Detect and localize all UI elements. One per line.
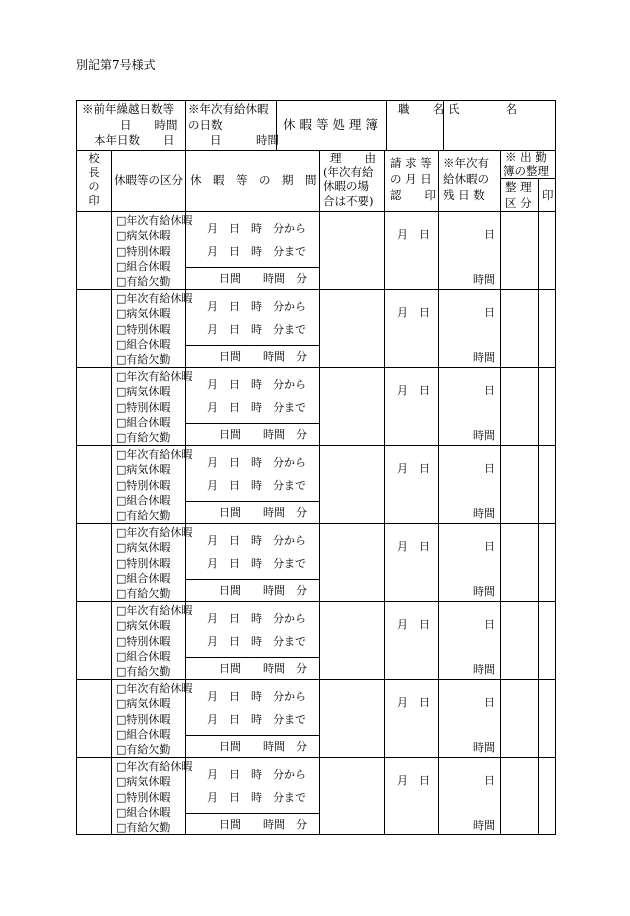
leave-category-option: □年次有給休暇 <box>116 370 193 383</box>
ledger-title: 休 暇 等 処 理 簿 <box>283 117 378 132</box>
request-date: 月 日 <box>397 696 430 709</box>
leave-category-option: □年次有給休暇 <box>116 292 193 305</box>
remaining-days: 日 <box>484 462 495 475</box>
category-header: 休暇等の区分 <box>114 173 183 187</box>
leave-category-option: □組合休暇 <box>116 338 171 351</box>
reason-header-4: 合は不要) <box>323 194 374 208</box>
leave-category-option: □有給欠勤 <box>116 353 171 366</box>
period-from: 月 日 時 分から <box>207 534 306 547</box>
request-header-2: の 月 日 <box>390 172 432 186</box>
leave-category-option: □特別休暇 <box>116 791 171 804</box>
reason-header-3: 休暇の場 <box>323 179 369 193</box>
remaining-days: 日 <box>484 618 495 631</box>
remaining-hours: 時間 <box>473 273 495 286</box>
request-date: 月 日 <box>397 618 430 631</box>
period-to: 月 日 時 分まで <box>207 401 306 414</box>
request-date: 月 日 <box>397 306 430 319</box>
period-duration: 日間 時間 分 <box>219 818 307 831</box>
leave-category-option: □有給欠勤 <box>116 821 171 834</box>
remaining-days: 日 <box>484 228 495 241</box>
leave-ledger-form <box>76 100 556 835</box>
period-from: 月 日 時 分から <box>207 222 306 235</box>
leave-category-option: □組合休暇 <box>116 572 171 585</box>
leave-category-option: □特別休暇 <box>116 245 171 258</box>
remaining-hours: 時間 <box>473 819 495 832</box>
period-to: 月 日 時 分まで <box>207 713 306 726</box>
period-from: 月 日 時 分から <box>207 456 306 469</box>
leave-category-option: □病気休暇 <box>116 775 171 788</box>
leave-category-option: □組合休暇 <box>116 650 171 663</box>
leave-category-option: □年次有給休暇 <box>116 448 193 461</box>
leave-category-option: □年次有給休暇 <box>116 214 193 227</box>
principal-seal-header <box>87 152 101 208</box>
remaining-days: 日 <box>484 774 495 787</box>
attendance-header-1: ※ 出 勤 <box>505 150 547 164</box>
period-duration: 日間 時間 分 <box>219 428 307 441</box>
leave-category-option: □組合休暇 <box>116 494 171 507</box>
principal-seal-char-2: 長 <box>88 166 100 179</box>
leave-category-option: □特別休暇 <box>116 557 171 570</box>
remaining-hours: 時間 <box>473 741 495 754</box>
annual-leave-units: 日 時間 <box>210 133 279 147</box>
period-to: 月 日 時 分まで <box>207 791 306 804</box>
carry-over-title: ※前年繰越日数等 <box>82 102 174 116</box>
remaining-hours: 時間 <box>473 507 495 520</box>
remaining-hours: 時間 <box>473 351 495 364</box>
leave-category-option: □病気休暇 <box>116 229 171 242</box>
leave-category-option: □病気休暇 <box>116 697 171 710</box>
remaining-header-1: ※年次有 <box>443 156 489 170</box>
remaining-header-3: 残 日 数 <box>443 188 485 202</box>
leave-category-option: □有給欠勤 <box>116 431 171 444</box>
leave-category-option: □特別休暇 <box>116 401 171 414</box>
leave-category-option: □特別休暇 <box>116 479 171 492</box>
period-duration: 日間 時間 分 <box>219 350 307 363</box>
period-duration: 日間 時間 分 <box>219 740 307 753</box>
period-from: 月 日 時 分から <box>207 690 306 703</box>
request-header-1: 請 求 等 <box>390 156 432 170</box>
period-to: 月 日 時 分まで <box>207 635 306 648</box>
remaining-hours: 時間 <box>473 663 495 676</box>
period-to: 月 日 時 分まで <box>207 557 306 570</box>
position-label: 職 名 <box>398 102 444 116</box>
leave-category-option: □有給欠勤 <box>116 509 171 522</box>
leave-category-option: □有給欠勤 <box>116 275 171 288</box>
leave-category-option: □病気休暇 <box>116 541 171 554</box>
leave-category-option: □年次有給休暇 <box>116 760 193 773</box>
period-duration: 日間 時間 分 <box>219 506 307 519</box>
name-label: 氏 名 <box>448 102 517 116</box>
principal-seal-char-4: 印 <box>88 194 100 207</box>
reason-header-2: (年次有給 <box>323 165 374 179</box>
leave-category-option: □組合休暇 <box>116 416 171 429</box>
leave-category-option: □特別休暇 <box>116 635 171 648</box>
leave-category-option: □特別休暇 <box>116 713 171 726</box>
leave-category-option: □有給欠勤 <box>116 743 171 756</box>
form-number-label: 別記第7号様式 <box>76 58 156 72</box>
leave-category-option: □組合休暇 <box>116 728 171 741</box>
leave-category-option: □病気休暇 <box>116 463 171 476</box>
remaining-days: 日 <box>484 384 495 397</box>
annual-leave-days-label: の日数 <box>188 118 223 132</box>
remaining-days: 日 <box>484 306 495 319</box>
period-duration: 日間 時間 分 <box>219 272 307 285</box>
leave-category-option: □年次有給休暇 <box>116 526 193 539</box>
annual-leave-title: ※年次有給休暇 <box>188 102 269 116</box>
remaining-days: 日 <box>484 696 495 709</box>
attendance-classify-1: 整 理 <box>505 180 532 194</box>
attendance-header-2: 簿の整理 <box>503 164 549 178</box>
leave-category-option: □年次有給休暇 <box>116 604 193 617</box>
leave-category-option: □組合休暇 <box>116 806 171 819</box>
carry-over-units: 日 時間 <box>120 118 178 132</box>
period-duration: 日間 時間 分 <box>219 584 307 597</box>
period-to: 月 日 時 分まで <box>207 245 306 258</box>
this-year-days: 本年日数 日 <box>94 133 175 147</box>
request-header-3: 認 印 <box>390 188 436 202</box>
leave-category-option: □病気休暇 <box>116 385 171 398</box>
reason-header-1: 理 由 <box>330 151 376 165</box>
period-duration: 日間 時間 分 <box>219 662 307 675</box>
request-date: 月 日 <box>397 462 430 475</box>
remaining-hours: 時間 <box>473 429 495 442</box>
leave-category-option: □組合休暇 <box>116 260 171 273</box>
period-header: 休 暇 等 の 期 間 <box>190 173 317 187</box>
period-from: 月 日 時 分から <box>207 768 306 781</box>
request-date: 月 日 <box>397 774 430 787</box>
request-date: 月 日 <box>397 228 430 241</box>
leave-category-option: □特別休暇 <box>116 323 171 336</box>
period-to: 月 日 時 分まで <box>207 323 306 336</box>
leave-category-option: □年次有給休暇 <box>116 682 193 695</box>
principal-seal-char-1: 校 <box>88 152 100 165</box>
principal-seal-char-3: の <box>88 180 100 193</box>
leave-category-option: □有給欠勤 <box>116 665 171 678</box>
request-date: 月 日 <box>397 384 430 397</box>
remaining-hours: 時間 <box>473 585 495 598</box>
period-from: 月 日 時 分から <box>207 300 306 313</box>
attendance-classify-2: 区 分 <box>505 196 532 210</box>
remaining-days: 日 <box>484 540 495 553</box>
period-to: 月 日 時 分まで <box>207 479 306 492</box>
period-from: 月 日 時 分から <box>207 612 306 625</box>
period-from: 月 日 時 分から <box>207 378 306 391</box>
attendance-seal: 印 <box>542 188 554 202</box>
remaining-header-2: 給休暇の <box>443 172 489 186</box>
leave-category-option: □病気休暇 <box>116 307 171 320</box>
request-date: 月 日 <box>397 540 430 553</box>
leave-category-option: □病気休暇 <box>116 619 171 632</box>
leave-category-option: □有給欠勤 <box>116 587 171 600</box>
